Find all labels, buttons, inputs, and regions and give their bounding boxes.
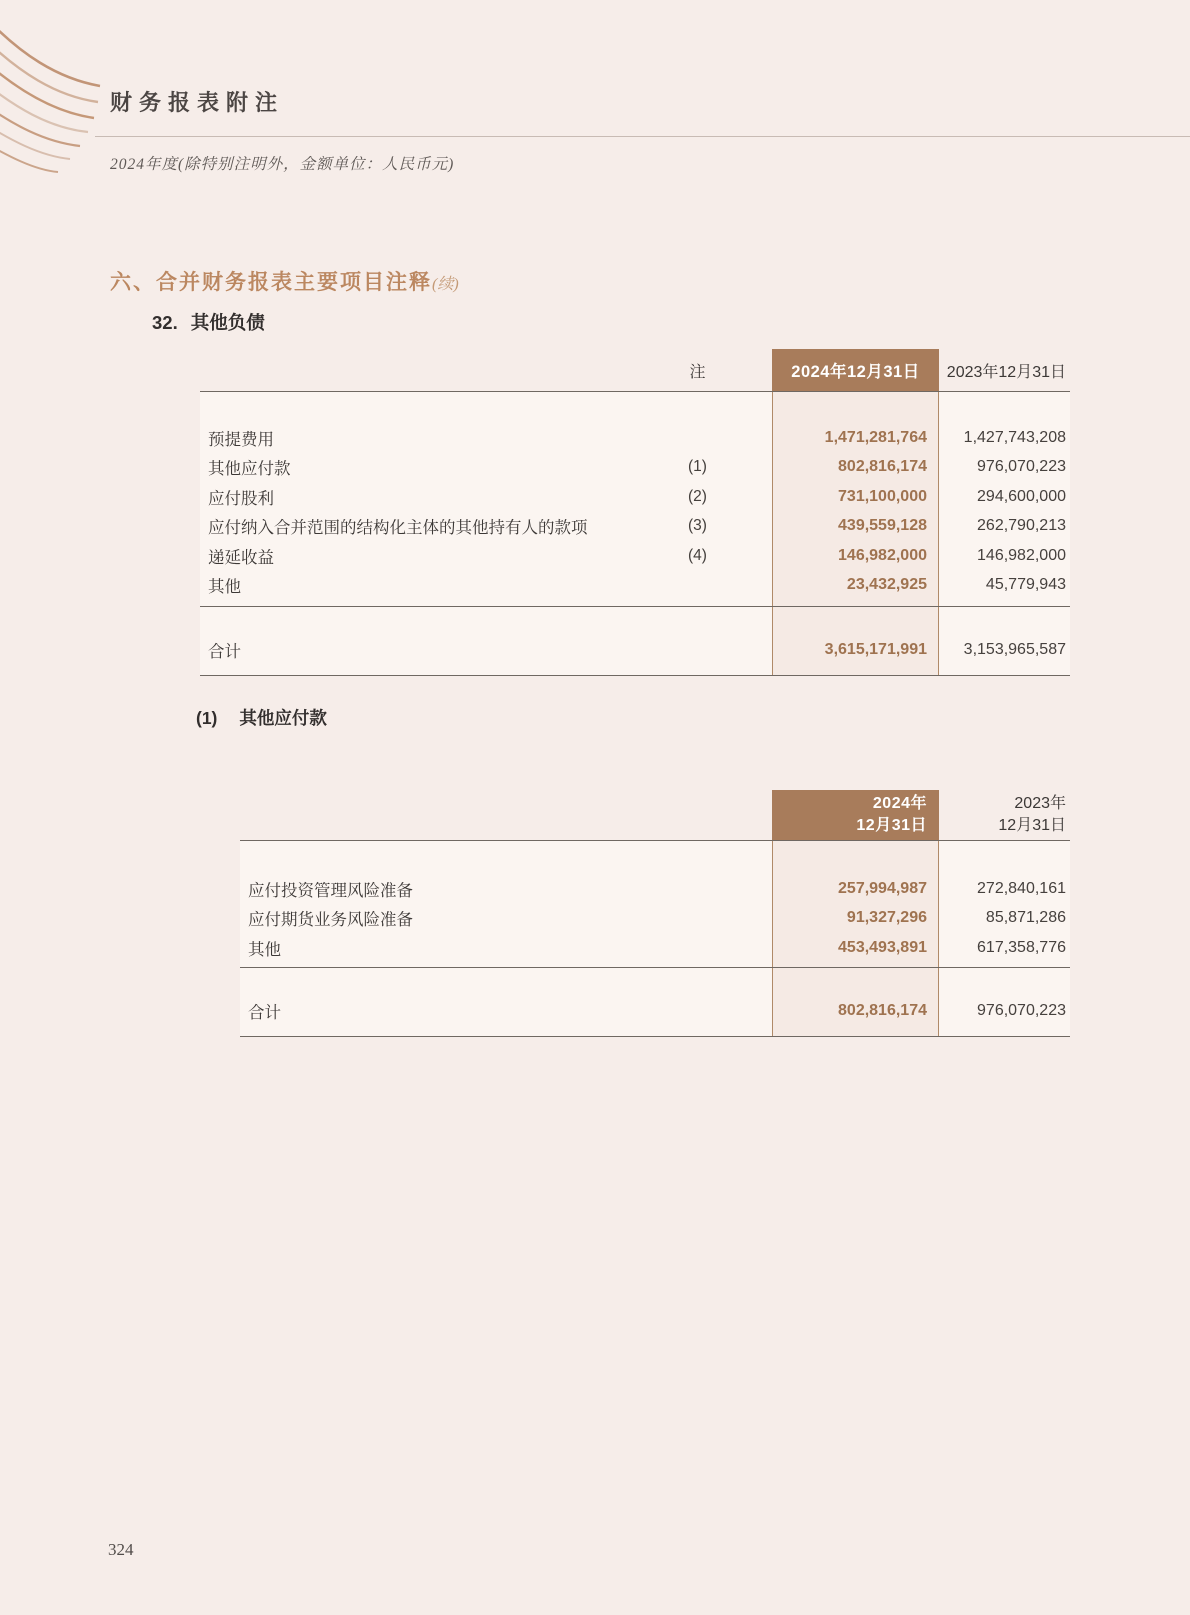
row-value-2024: 146,982,000 bbox=[838, 546, 927, 564]
row-value-2023: 294,600,000 bbox=[977, 487, 1066, 505]
col-header-2024: 2024年12月31日 bbox=[772, 349, 939, 391]
row-label: 预提费用 bbox=[208, 430, 274, 449]
row-value-2024: 91,327,296 bbox=[846, 909, 927, 927]
header-rule bbox=[95, 136, 1190, 137]
row-value-2023: 262,790,213 bbox=[977, 517, 1066, 535]
row-value-2023: 146,982,000 bbox=[977, 546, 1066, 564]
row-value-2024: 439,559,128 bbox=[838, 517, 927, 535]
row-label: 其他 bbox=[208, 578, 241, 597]
sub-note-title: 其他应付款 bbox=[239, 708, 327, 728]
total-section bbox=[200, 607, 1070, 676]
col-header-2024-line2: 12月31日 bbox=[856, 817, 927, 834]
table-row bbox=[240, 874, 1070, 904]
row-label: 其他应付款 bbox=[208, 460, 291, 479]
row-label: 应付纳入合并范围的结构化主体的其他持有人的款项 bbox=[208, 519, 588, 538]
table-body bbox=[240, 841, 1070, 968]
subsection-number: 32. bbox=[152, 312, 178, 333]
row-note: (1) bbox=[688, 458, 707, 476]
table-row bbox=[200, 571, 1070, 601]
row-value-2023: 272,840,161 bbox=[977, 879, 1066, 897]
subsection-title: 其他负债 bbox=[190, 312, 265, 333]
page-number: 324 bbox=[108, 1540, 134, 1559]
note-column-header: 注 bbox=[689, 363, 706, 381]
section-title bbox=[110, 266, 459, 296]
row-label: 应付股利 bbox=[208, 489, 274, 508]
total-row bbox=[240, 996, 1070, 1026]
total-value-2023: 3,153,965,587 bbox=[963, 641, 1066, 658]
section-title-continued: (续) bbox=[432, 276, 459, 293]
row-value-2023: 85,871,286 bbox=[985, 909, 1066, 927]
row-label: 其他 bbox=[248, 940, 281, 959]
subsection-heading bbox=[152, 309, 265, 335]
total-value-2024: 802,816,174 bbox=[838, 1002, 927, 1019]
total-label: 合计 bbox=[208, 643, 241, 661]
sub-note-heading bbox=[196, 705, 327, 730]
doc-title: 财务报表附注 bbox=[110, 90, 285, 115]
col-header-2023 bbox=[939, 790, 1070, 840]
table-row bbox=[200, 423, 1070, 453]
row-label: 应付期货业务风险准备 bbox=[248, 911, 413, 930]
row-value-2024: 23,432,925 bbox=[846, 576, 927, 594]
table-row bbox=[240, 933, 1070, 963]
sub-note-number: (1) bbox=[196, 708, 218, 728]
row-note: (2) bbox=[688, 487, 707, 505]
row-value-2024: 1,471,281,764 bbox=[824, 428, 927, 446]
row-value-2024: 802,816,174 bbox=[838, 458, 927, 476]
table-header bbox=[200, 349, 1070, 391]
doc-subtitle: 2024年度(除特别注明外，金额单位：人民币元) bbox=[110, 156, 455, 173]
table-other-payables bbox=[240, 790, 1070, 1037]
row-value-2024: 257,994,987 bbox=[838, 879, 927, 897]
table-row bbox=[240, 904, 1070, 934]
col-header-2023-line1: 2023年 bbox=[1014, 795, 1066, 812]
total-value-2023: 976,070,223 bbox=[977, 1002, 1066, 1019]
table-row bbox=[200, 453, 1070, 483]
total-section bbox=[240, 968, 1070, 1037]
row-note: (3) bbox=[688, 517, 707, 535]
row-value-2024: 453,493,891 bbox=[838, 938, 927, 956]
total-label: 合计 bbox=[248, 1004, 281, 1022]
table-row bbox=[200, 541, 1070, 571]
row-value-2023: 1,427,743,208 bbox=[963, 428, 1066, 446]
col-header-2023: 2023年12月31日 bbox=[946, 363, 1066, 381]
table-other-liabilities bbox=[200, 349, 1070, 676]
col-header-2024-line1: 2024年 bbox=[872, 795, 927, 812]
row-value-2024: 731,100,000 bbox=[838, 487, 927, 505]
table-body bbox=[200, 392, 1070, 607]
col-header-2024 bbox=[772, 790, 939, 840]
table-row bbox=[200, 482, 1070, 512]
row-note: (4) bbox=[688, 546, 707, 564]
total-value-2024: 3,615,171,991 bbox=[824, 641, 927, 658]
section-title-text: 六、合并财务报表主要项目注释 bbox=[110, 271, 432, 294]
table-header bbox=[240, 790, 1070, 840]
row-value-2023: 45,779,943 bbox=[985, 576, 1066, 594]
row-label: 递延收益 bbox=[208, 548, 274, 567]
row-value-2023: 976,070,223 bbox=[977, 458, 1066, 476]
row-value-2023: 617,358,776 bbox=[977, 938, 1066, 956]
total-row bbox=[200, 635, 1070, 665]
col-header-2023-line2: 12月31日 bbox=[998, 817, 1066, 834]
row-label: 应付投资管理风险准备 bbox=[248, 881, 413, 900]
table-row bbox=[200, 512, 1070, 542]
